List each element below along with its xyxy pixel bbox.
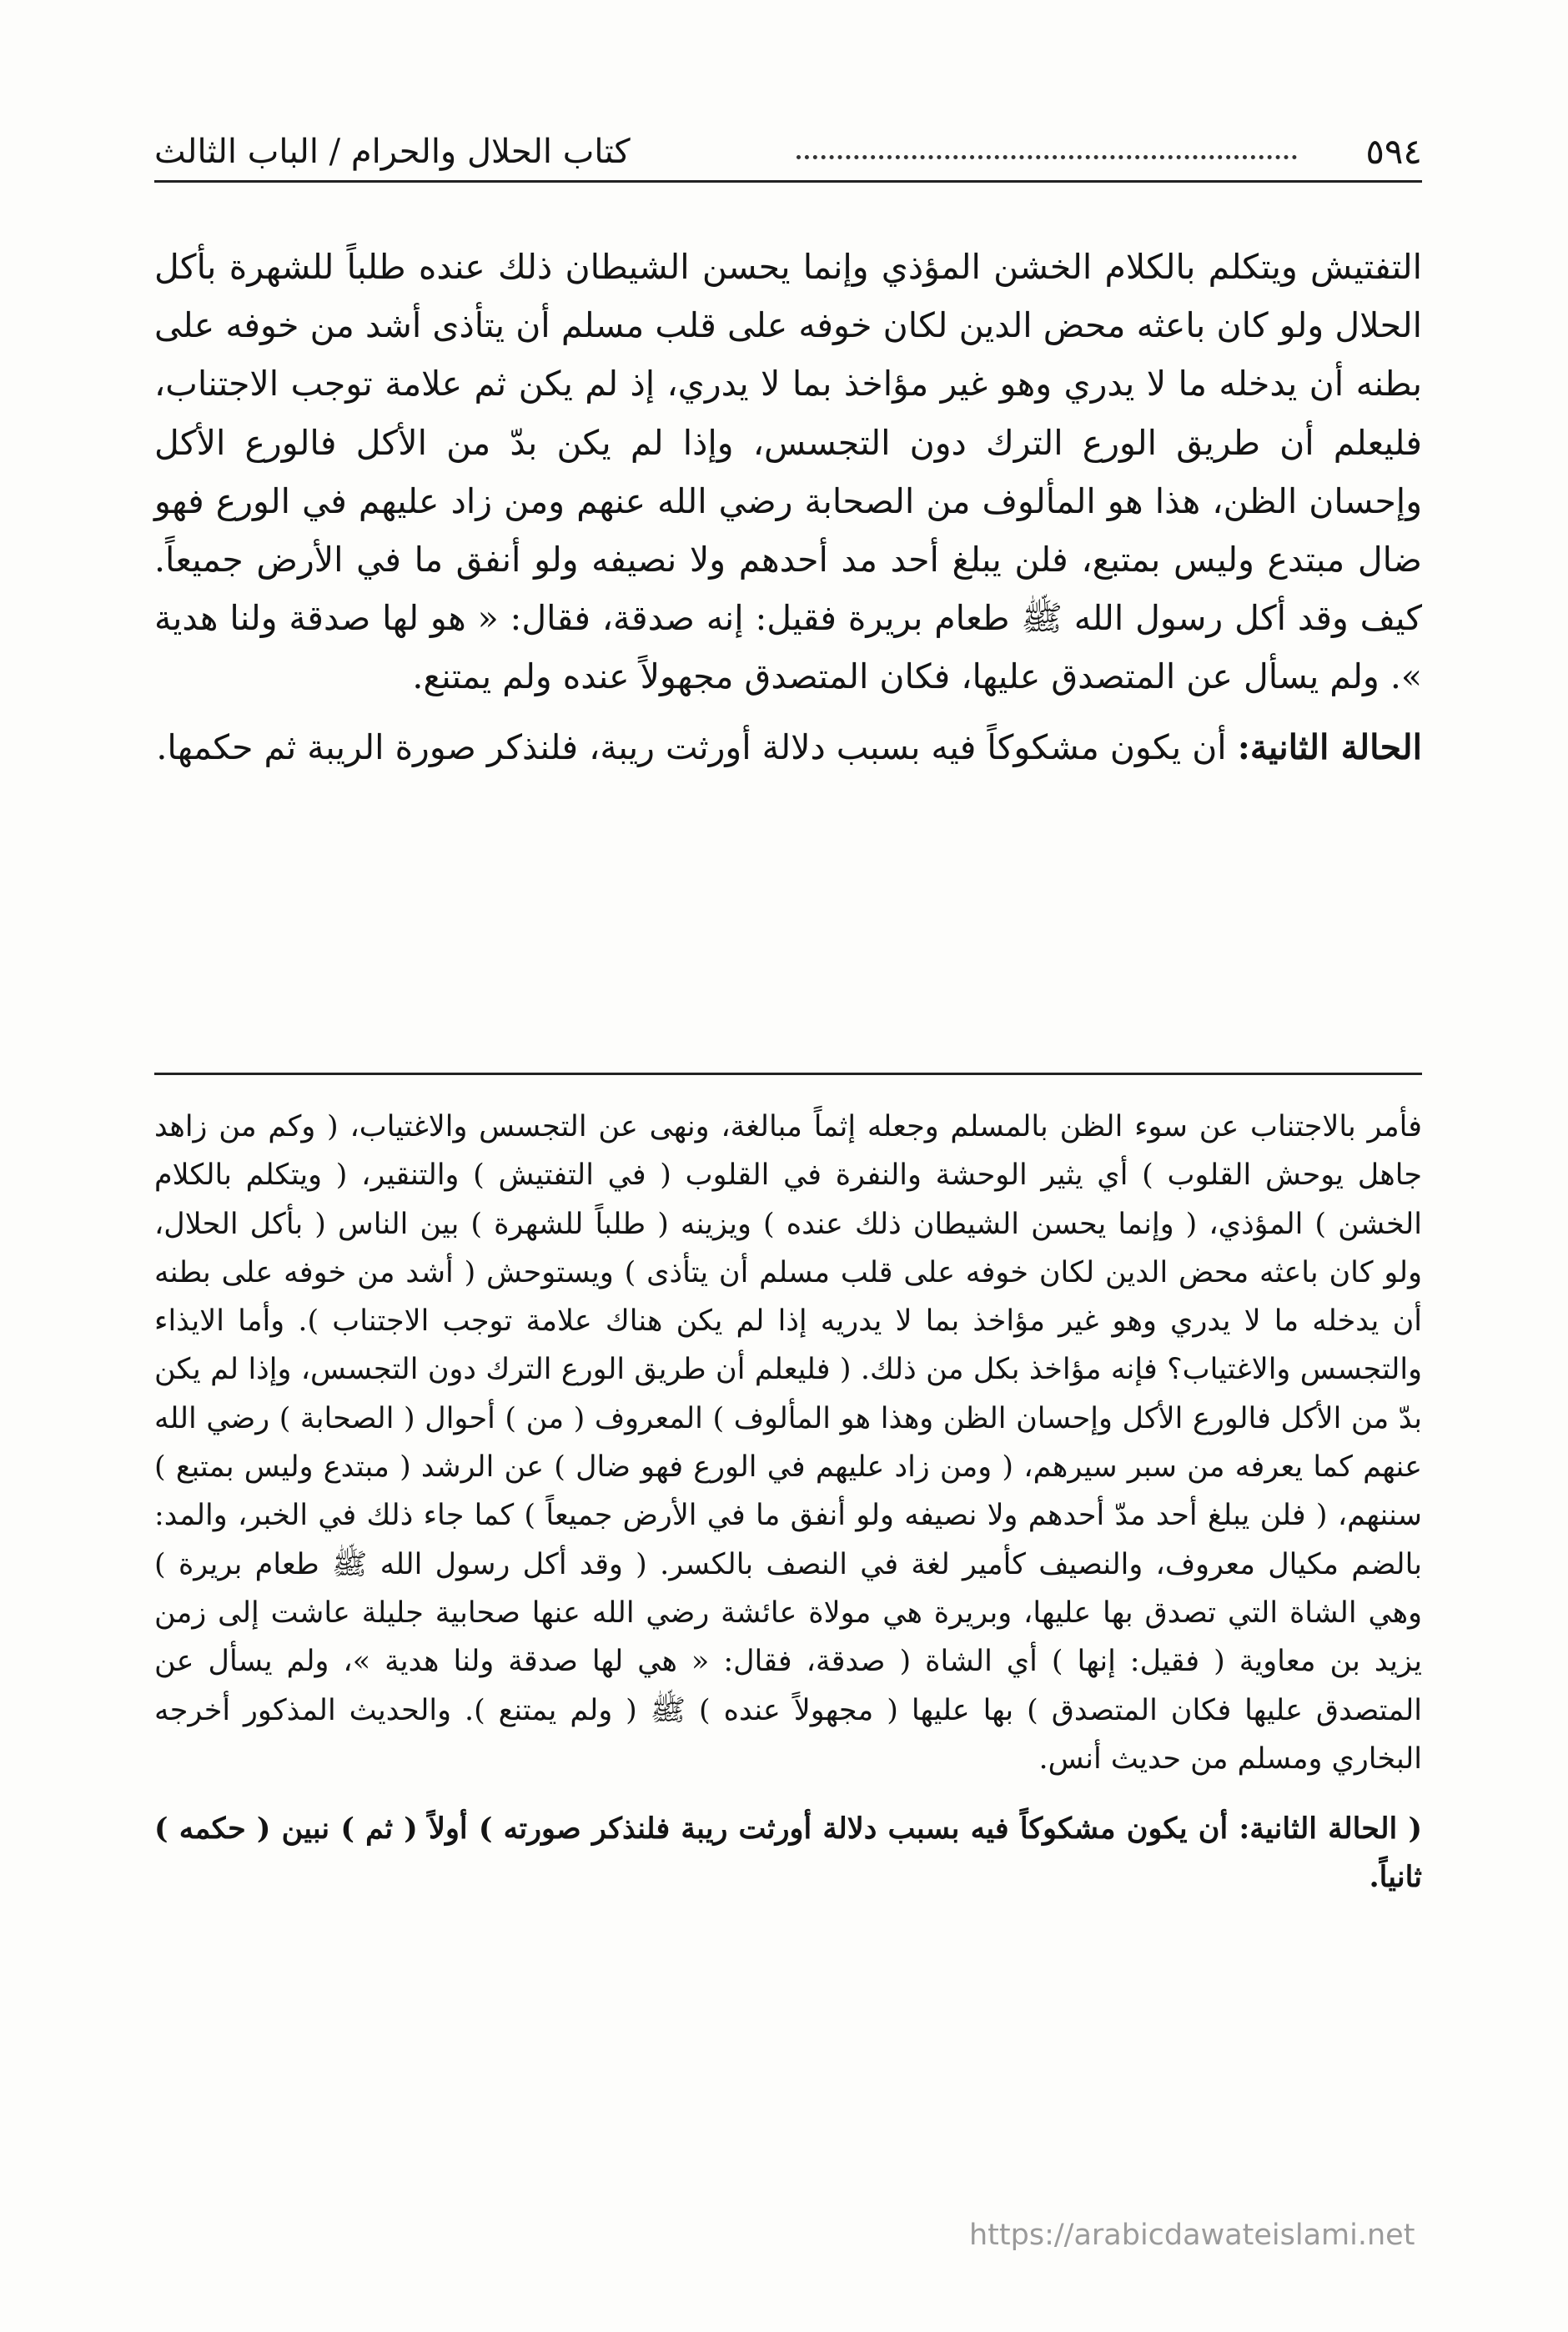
header-rule	[154, 180, 1422, 183]
commentary-paragraph-1: فأمر بالاجتناب عن سوء الظن بالمسلم وجعله إثماً مبالغة، ونهى عن التجسس والاغتياب، ( وكم من زاهد جاهل يوحش القلوب ) أي يثير الوحشة والنفرة في القلوب ( في التفتيش ) والتنقير، ( ويتكلم بالكلام الخشن ) المؤذي، ( وإنما يحسن الشيطان ذلك عنده ) ويزينه ( طلباً للشهرة ) بين الناس ( بأكل الحلال، ولو كان باعثه محض الدين لكان خوفه على قلب مسلم أن يتأذى ) ويستوحش ( أشد من خوفه على بطنه أن يدخله ما لا يدري وهو غير مؤاخذ بما لا يدريه إذا لم يكن هناك علامة توجب الاجتناب ). وأما الايذاء والتجسس والاغتياب؟ فإنه مؤاخذ بكل من ذلك. ( فليعلم أن طريق الورع الترك دون التجسس، وإذا لم يكن بدّ من الأكل فالورع الأكل وإحسان الظن وهذا هو المألوف ) المعروف ( من ) أحوال ( الصحابة ) رضي الله عنهم كما يعرفه من سبر سيرهم، ( ومن زاد عليهم في الورع فهو ضال ) عن الرشد ( مبتدع وليس بمتبع ) سننهم، ( فلن يبلغ أحد مدّ أحدهم ولا نصيفه ولو أنفق ما في الأرض جميعاً ) كما جاء ذلك في الخبر، والمد: بالضم مكيال معروف، والنصيف كأمير لغة في النصف بالكسر. ( وقد أكل رسول الله ﷺ طعام بريرة ) وهي الشاة التي تصدق بها عليها، وبريرة هي مولاة عائشة رضي الله عنها صحابية جليلة عاشت إلى زمن يزيد بن معاوية ( فقيل: إنها ) أي الشاة ( صدقة، فقال: « هي لها صدقة ولنا هدية »، ولم يسأل عن المتصدق عليها فكان المتصدق ) بها عليها ( مجهولاً عنده ) ﷺ ( ولم يمتنع ). والحديث المذكور أخرجه البخاري ومسلم من حديث أنس.	[154, 1110, 1422, 1776]
running-title: كتاب الحلال والحرام / الباب الثالث	[154, 133, 631, 171]
commentary-divider	[154, 1073, 1422, 1075]
commentary-paragraph-2: ( الحالة الثانية: أن يكون مشكوكاً فيه بسبب دلالة أورثت ريبة فلنذكر صورته ) أولاً ( ثم ) نبين ( حكمه ) ثانياً.	[154, 1812, 1422, 1895]
page-number: ٥٩٤	[1365, 131, 1422, 172]
header-dotted-leader	[797, 155, 1297, 159]
main-paragraph-1: التفتيش ويتكلم بالكلام الخشن المؤذي وإنما يحسن الشيطان ذلك عنده طلباً للشهرة بأكل الحلال ولو كان باعثه محض الدين لكان خوفه على قلب مسلم أن يتأذى أشد من خوفه على بطنه أن يدخله ما لا يدري وهو غير مؤاخذ بما لا يدري، إذ لم يكن ثم علامة توجب الاجتناب، فليعلم أن طريق الورع الترك دون التجسس، وإذا لم يكن بدّ من الأكل فالورع الأكل وإحسان الظن، هذا هو المألوف من الصحابة رضي الله عنهم ومن زاد عليهم في الورع فهو ضال مبتدع وليس بمتبع، فلن يبلغ أحد مد أحدهم ولا نصيفه ولو أنفق ما في الأرض جميعاً. كيف وقد أكل رسول الله ﷺ طعام بريرة فقيل: إنه صدقة، فقال: « هو لها صدقة ولنا هدية ». ولم يسأل عن المتصدق عليها، فكان المتصدق مجهولاً عنده ولم يمتنع.	[154, 247, 1422, 697]
watermark-url: https://arabicdawateislami.net	[969, 2219, 1415, 2252]
main-text	[154, 238, 1422, 776]
main-paragraph-2-body: أن يكون مشكوكاً فيه بسبب دلالة أورثت ريبة، فلنذكر صورة الريبة ثم حكمها.	[156, 726, 1238, 767]
commentary	[154, 1103, 1422, 1902]
main-paragraph-2	[154, 718, 1422, 776]
page-header	[154, 125, 1422, 183]
section-heading-second-case: الحالة الثانية:	[1237, 726, 1422, 767]
